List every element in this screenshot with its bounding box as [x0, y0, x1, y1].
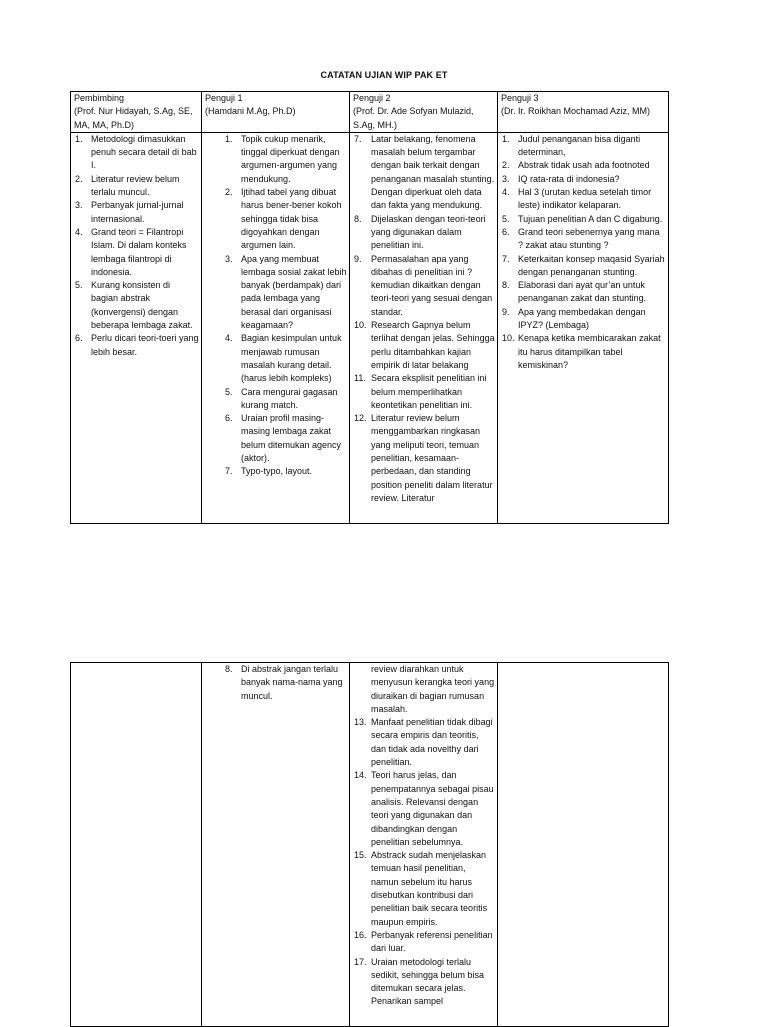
item-text: Abstrak tidak usah ada footnoted [518, 160, 650, 171]
item-number: 3. [75, 200, 83, 211]
header-penguji-3 [498, 92, 669, 133]
item-number: 8. [225, 664, 233, 674]
item-text: Kenapa ketika membicarakan zakat itu harus ditampilkan tabel kemiskinan? [518, 333, 661, 370]
list-item [353, 133, 495, 213]
list-item [353, 769, 495, 849]
list-item [353, 319, 495, 372]
item-number: 9. [354, 253, 362, 264]
item-text: Apa yang membuat lembaga sosial zakat lebih banyak (berdampak) dari pada lembaga yang berasal dari organisasi keagamaan? [241, 253, 347, 331]
item-text: Ijtihad tabel yang dibuat harus bener-bener kokoh sehingga tidak bisa digoyahkan dengan argumen lain. [241, 187, 342, 251]
list-item [353, 372, 495, 412]
item-text: Keterkaitan konsep maqasid Syariah dengan penanganan stunting. [518, 253, 665, 277]
list-item [501, 279, 666, 306]
notes-table-page-2 [70, 662, 669, 1027]
item-number: 6. [75, 333, 83, 344]
list-item [353, 849, 495, 929]
item-number: 14. [354, 770, 367, 781]
penguji-2-notes-list-cont [353, 716, 495, 1009]
list-item [353, 956, 495, 1009]
item-text: Literatur review belum menggambarkan ringkasan yang meliputi teori, temuan penelitian, kesamaan-perbedaan, dan standing position peneliti dalam literatur review. Literatur [371, 413, 493, 503]
item-text: Grand teori = Filantropi Islam. Di dalam konteks lembaga filantropi di indonesia. [91, 226, 187, 277]
item-number: 10. [354, 320, 367, 331]
item-text: Abstrack sudah menjelaskan temuan hasil penelitian, namun sebelum itu harus disebutkan kontribusi dari penelitian baik secara teoritis maupun empiris. [371, 850, 488, 927]
item-number: 10. [502, 333, 515, 344]
list-item [501, 133, 666, 160]
list-item [501, 253, 666, 280]
pembimbing-notes-list [74, 133, 199, 359]
list-item [205, 253, 347, 333]
penguji-3-notes-cell [498, 132, 669, 523]
list-item [501, 186, 666, 213]
item-number: 2. [225, 187, 233, 198]
document-title: CATATAN UJIAN WIP PAK ET [320, 70, 448, 80]
header-name: (Hamdani M.Ag, Ph.D) [205, 106, 296, 117]
item-number: 5. [225, 386, 233, 397]
item-number: 17. [354, 956, 367, 967]
list-item [205, 133, 347, 186]
item-text: Judul penanganan bisa diganti determinan, [518, 133, 641, 158]
list-item [205, 412, 347, 465]
penguji-3-notes-list [501, 133, 666, 372]
item-number: 5. [75, 280, 83, 291]
list-item [74, 332, 199, 359]
item-text: Kurang konsisten di bagian abstrak (konvergensi) dengan beberapa lembaga zakat. [91, 280, 193, 331]
list-item [353, 412, 495, 505]
item-text: Grand teori sebenernya yang mana ? zakat atau stunting ? [518, 226, 660, 251]
item-number: 6. [502, 226, 510, 237]
header-penguji-1 [202, 92, 350, 133]
item-number: 8. [354, 213, 362, 224]
item-text: Perbanyak jurnal-jurnal internasional. [91, 200, 184, 224]
item-text: Metodologi dimasukkan penuh secara detail di bab I. [91, 133, 197, 171]
item-number: 11. [354, 373, 366, 384]
list-item [205, 465, 347, 478]
list-item [205, 186, 347, 252]
item-number: 1. [502, 133, 510, 144]
item-number: 8. [502, 280, 510, 291]
list-item [353, 253, 495, 319]
item-text: Perbanyak referensi penelitian dari luar. [371, 929, 493, 954]
item-text: Cara mengurai gagasan kurang match. [241, 386, 338, 410]
header-role: Penguji 1 [205, 93, 243, 103]
item-text: Secara eksplisit penelitian ini belum memperlihatkan keontetikan penelitian ini. [371, 373, 487, 410]
item-number: 1. [75, 133, 83, 144]
pembimbing-notes-cell-cont [71, 663, 202, 1027]
table-body-row [71, 663, 669, 1027]
item-text: Uraian metodologi terlalu sedikit, sehingga belum bisa ditemukan secara jelas. Penarikan sampel [371, 956, 485, 1007]
item-text: Perlu dicari teori-toeri yang lebih besar. [91, 333, 199, 357]
penguji-3-notes-cell-cont [498, 663, 669, 1027]
item-text: Typo-typo, layout. [241, 466, 313, 477]
list-item [501, 332, 666, 372]
item-text: Tujuan penelitian A dan C digabung. [518, 213, 663, 224]
penguji-1-notes-list-cont [205, 663, 347, 703]
item-number: 2. [502, 160, 510, 171]
list-item [501, 306, 666, 333]
item-number: 4. [225, 333, 233, 344]
list-item [74, 133, 199, 173]
list-item [501, 226, 666, 253]
item-text: Literatur review belum terlalu muncul. [91, 173, 180, 198]
item-text: Di abstrak jangan terlalu banyak nama-nama yang muncul. [241, 664, 343, 701]
penguji-1-notes-cell-cont [202, 663, 350, 1027]
table-body-row [71, 132, 669, 523]
item-number: 16. [354, 929, 367, 940]
item-number: 12. [354, 413, 367, 424]
item-text: Latar belakang, fenomena masalah belum tergambar dengan baik terkait dengan penanganan masalah stunting. Dengan diperkuat oleh data dan fakta yang mendukung. [371, 133, 495, 211]
list-item [501, 173, 666, 186]
list-item [353, 929, 495, 956]
item-text: Uraian profil masing-masing lembaga zakat belum ditemukan agency (aktor). [241, 413, 342, 464]
penguji-1-notes-list [205, 133, 347, 479]
list-item [501, 159, 666, 172]
list-item [205, 332, 347, 385]
list-item [205, 386, 347, 413]
item-number: 2. [75, 173, 83, 184]
list-item [353, 213, 495, 253]
item-text: Apa yang membedakan dengan IPYZ? (Lembaga) [518, 306, 646, 331]
penguji-2-notes-list [353, 133, 495, 505]
header-name: (Prof. Nur Hidayah, S.Ag, SE, MA, MA, Ph.D) [74, 106, 193, 130]
list-item [74, 173, 199, 200]
header-name: (Dr. Ir. Roikhan Mochamad Aziz, MM) [501, 106, 651, 117]
item-number: 5. [502, 213, 510, 224]
item-number: 3. [502, 173, 510, 184]
list-item [74, 199, 199, 226]
item-number: 4. [75, 226, 83, 237]
item-number: 6. [225, 413, 233, 424]
item-text: Elaborasi dari ayat qur’an untuk penanganan zakat dan stunting. [518, 280, 647, 304]
item-text: Hal 3 (urutan kedua setelah timor leste) indikator kelaparan. [518, 187, 652, 211]
table-header-row [71, 92, 669, 133]
header-pembimbing [71, 92, 202, 133]
item-text: Dijelaskan dengan teori-teori yang digunakan dalam penelitian ini. [371, 213, 486, 251]
header-penguji-2 [350, 92, 498, 133]
item-number: 13. [354, 717, 367, 728]
list-item [501, 213, 666, 226]
item-text: Teori harus jelas, dan penempatannya sebagai pisau analisis. Relevansi dengan teori yang digunakan dan dibandingkan dengan penelitian sebelumnya. [371, 770, 494, 847]
item-number: 7. [354, 133, 362, 144]
penguji-1-notes-cell [202, 132, 350, 523]
item-number: 4. [502, 187, 510, 198]
item-number: 7. [502, 253, 510, 264]
item-text: Topik cukup menarik, tinggal diperkuat dengan argumen-argumen yang mendukung. [241, 133, 340, 184]
item-number: 9. [502, 306, 510, 317]
pembimbing-notes-cell [71, 132, 202, 523]
item-text: Research Gapnya belum terlihat dengan jelas. Sehingga perlu ditambahkan kajian empirik di latar belakang [371, 320, 495, 370]
header-name: (Prof. Dr. Ade Sofyan Mulazid, S.Ag, MH.) [353, 106, 474, 130]
list-item [353, 716, 495, 769]
item-text: Permasalahan apa yang dibahas di penelitian ini ? kemudian dikaitkan dengan teori-teori yang sesuai dengan standar. [371, 253, 493, 317]
item-text: IQ rata-rata di indonesia? [518, 173, 620, 184]
header-role: Penguji 2 [353, 93, 391, 103]
penguji-2-notes-cell-cont [350, 663, 498, 1027]
item-number: 3. [225, 253, 233, 264]
item-number: 1. [225, 133, 233, 144]
header-role: Penguji 3 [501, 93, 539, 103]
continued-note-text: review diarahkan untuk menyusun kerangka teori yang diuraikan di bagian rumusan masalah. [371, 664, 495, 714]
item-text: Bagian kesimpulan untuk menjawab rumusan masalah kurang detail. (harus lebih kompleks) [241, 333, 342, 384]
item-number: 7. [225, 466, 233, 477]
list-item [205, 663, 347, 703]
penguji-2-notes-cell [350, 132, 498, 523]
list-item [74, 279, 199, 332]
item-number: 15. [354, 850, 367, 861]
notes-table-page-1 [70, 91, 669, 524]
item-text: Manfaat penelitian tidak dibagi secara empiris dan teoritis, dan tidak ada novelthy dari penelitian. [371, 717, 493, 768]
header-role: Pembimbing [74, 93, 125, 103]
list-item [74, 226, 199, 279]
